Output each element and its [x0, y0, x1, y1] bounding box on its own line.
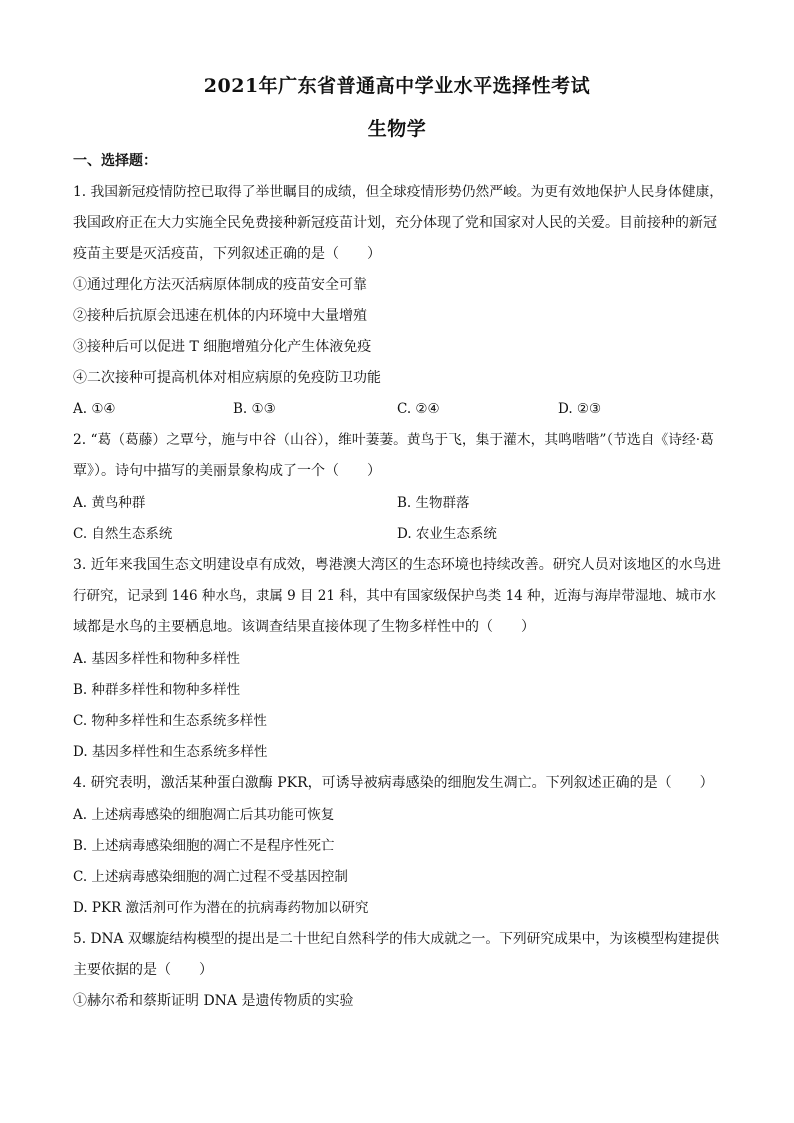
q2-option-d: D. 农业生态系统	[397, 526, 497, 542]
exam-title: 2021年广东省普通高中学业水平选择性考试	[203, 75, 591, 97]
q1-stem-line-1: 1. 我国新冠疫情防控已取得了举世瞩目的成绩，但全球疫情形势仍然严峻。为更有效地保护人民身体健康，	[73, 184, 723, 200]
q1-option-c: C. ②④	[397, 401, 440, 417]
q1-stem-line-2: 我国政府正在大力实施全民免费接种新冠疫苗计划，充分体现了党和国家对人民的关爱。目前接种的新冠	[73, 215, 717, 231]
q3-stem-line-2: 行研究，记录到 146 种水鸟，隶属 9 目 21 科，其中有国家级保护鸟类 14 种，近海与海岸带湿地、城市水	[73, 588, 717, 604]
q2-option-a: A. 黄鸟种群	[73, 495, 146, 511]
q4-option-a: A. 上述病毒感染的细胞凋亡后其功能可恢复	[73, 807, 335, 823]
subject-title: 生物学	[367, 118, 427, 140]
q3-option-a: A. 基因多样性和物种多样性	[73, 651, 240, 667]
q1-option-b: B. ①③	[233, 401, 276, 417]
q3-stem-line-3: 域都是水鸟的主要栖息地。该调查结果直接体现了生物多样性中的（ ）	[73, 619, 535, 635]
q2-stem-line-2: 覃》）。诗句中描写的美丽景象构成了一个（ ）	[73, 463, 381, 479]
q1-option-a: A. ①④	[73, 401, 116, 417]
q4-option-c: C. 上述病毒感染细胞的凋亡过程不受基因控制	[73, 869, 348, 885]
q5-stem-line-1: 5. DNA 双螺旋结构模型的提出是二十世纪自然科学的伟大成就之一。下列研究成果中，为该模型构建提供	[73, 931, 720, 947]
q2-option-c: C. 自然生态系统	[73, 526, 173, 542]
q1-option-d: D. ②③	[558, 401, 602, 417]
q2-option-b: B. 生物群落	[397, 495, 470, 511]
q1-statement-2: ②接种后抗原会迅速在机体的内环境中大量增殖	[73, 308, 367, 324]
q4-option-d: D. PKR 激活剂可作为潜在的抗病毒药物加以研究	[73, 900, 369, 916]
q3-option-c: C. 物种多样性和生态系统多样性	[73, 713, 267, 729]
q5-statement-1: ①赫尔希和蔡斯证明 DNA 是遗传物质的实验	[73, 993, 354, 1009]
q4-option-b: B. 上述病毒感染细胞的凋亡不是程序性死亡	[73, 838, 335, 854]
q1-statement-3: ③接种后可以促进 T 细胞增殖分化产生体液免疫	[73, 339, 372, 355]
q1-statement-4: ④二次接种可提高机体对相应病原的免疫防卫功能	[73, 370, 381, 386]
section-heading: 一、选择题：	[73, 153, 157, 169]
q4-stem-line-1: 4. 研究表明，激活某种蛋白激酶 PKR，可诱导被病毒感染的细胞发生凋亡。下列叙述正确的是（ ）	[73, 775, 714, 791]
q3-option-b: B. 种群多样性和物种多样性	[73, 682, 241, 698]
q5-stem-line-2: 主要依据的是（ ）	[73, 962, 213, 978]
q3-option-d: D. 基因多样性和生态系统多样性	[73, 744, 268, 760]
q2-stem-line-1: 2. “葛（葛藤）之覃兮，施与中谷（山谷），维叶萋萋。黄鸟于飞，集于灌木，其鸣喈喈”（节选自《诗经·葛	[73, 432, 714, 448]
q3-stem-line-1: 3. 近年来我国生态文明建设卓有成效，粤港澳大湾区的生态环境也持续改善。研究人员对该地区的水鸟进	[73, 557, 721, 573]
q1-stem-line-3: 疫苗主要是灭活疫苗，下列叙述正确的是（ ）	[73, 246, 381, 262]
q1-statement-1: ①通过理化方法灭活病原体制成的疫苗安全可靠	[73, 277, 367, 293]
